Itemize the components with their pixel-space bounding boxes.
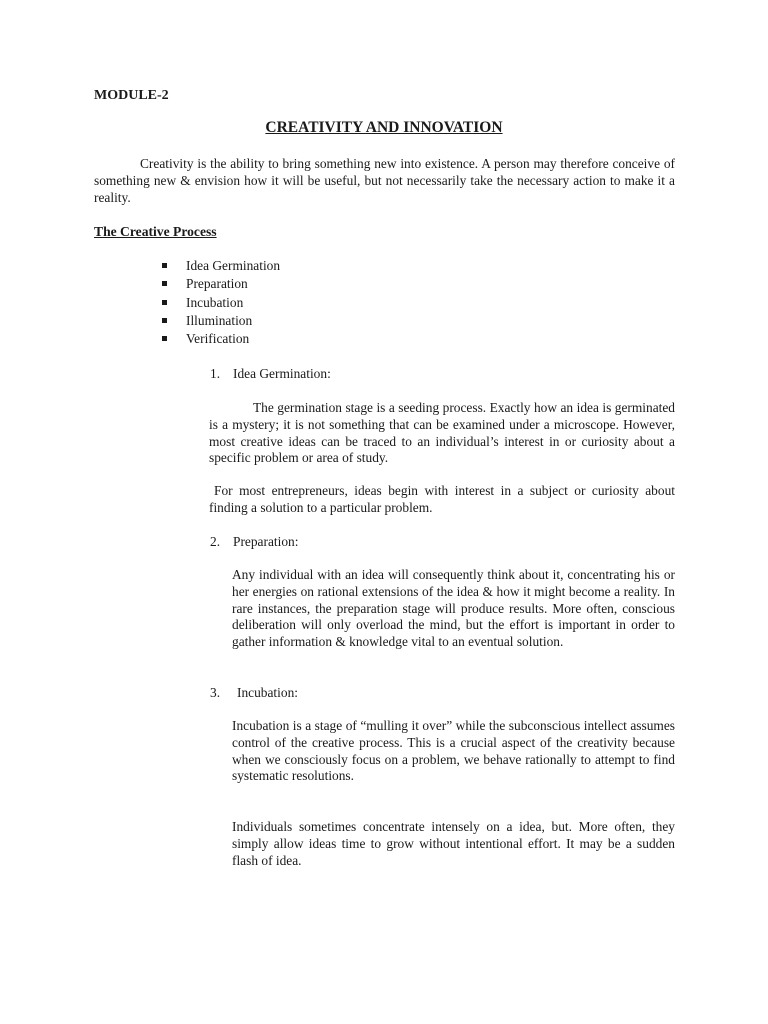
preparation-paragraph: Any individual with an idea will consequently think about it, concentrating his or her energies on rational extensions of the idea & how it might become a reality. In rare instances, the preparation stage will produce results. More often, conscious deliberation will only overload the mind, but the effort is important in order to gather information & knowledge vital to an eventual solution. [232,567,675,650]
square-bullet-icon [162,263,167,268]
square-bullet-icon [162,300,167,305]
step-number: 1. [210,366,221,381]
step-number: 3. [210,685,221,700]
germination-paragraph-2: For most entrepreneurs, ideas begin with interest in a subject or curiosity about finding a solution to a particular problem. [209,483,675,515]
step-heading-incubation [210,685,298,702]
list-item-label: Preparation [186,276,248,292]
incubation-paragraph-2: Individuals sometimes concentrate intensely on a idea, but. More often, they simply allow ideas time to grow without intentional effort. It may be a sudden flash of idea. [232,819,675,868]
intro-paragraph: Creativity is the ability to bring something new into existence. A person may therefore conceive of something new & envision how it will be useful, but not necessarily take the necessary action to make it a reality. [94,156,675,205]
step-heading-preparation [210,534,298,551]
square-bullet-icon [162,336,167,341]
square-bullet-icon [162,281,167,286]
list-item-label: Verification [186,331,250,347]
square-bullet-icon [162,318,167,323]
list-item-label: Idea Germination [186,258,281,273]
step-heading-idea-germination [210,366,331,383]
step-title: Preparation: [233,534,299,549]
module-label: MODULE-2 [94,88,169,103]
creative-process-heading: The Creative Process [94,224,217,239]
document-title: CREATIVITY AND INNOVATION [265,119,503,136]
step-title: Incubation: [237,685,298,700]
list-item-label: Illumination [186,312,253,328]
step-title: Idea Germination: [233,366,331,381]
step-number: 2. [210,534,221,549]
list-item-label: Incubation [186,294,244,310]
incubation-paragraph-1: Incubation is a stage of “mulling it over” while the subconscious intellect assumes control of the creative process. This is a crucial aspect of the creativity because when we consciously focus on a problem, we behave rationally to attempt to find systematic resolutions. [232,718,675,784]
germination-paragraph-1: The germination stage is a seeding process. Exactly how an idea is germinated is a mystery; it is not something that can be examined under a microscope. However, most creative ideas can be traced to an individual’s interest in or curiosity about a specific problem or area of study. [209,400,675,466]
